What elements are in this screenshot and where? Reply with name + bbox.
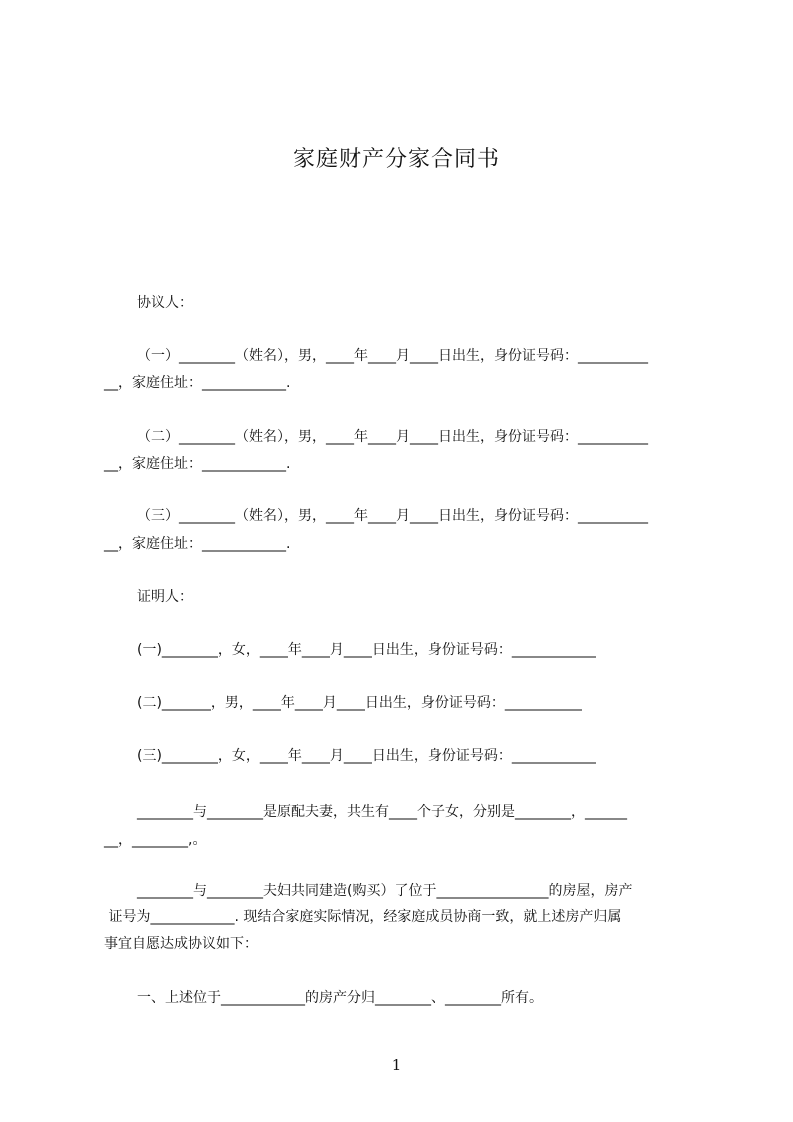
party-2-line-2: __，家庭住址：____________. (104, 456, 291, 472)
page-number: 1 (391, 1056, 402, 1074)
house-paragraph-line-1: ________与________夫妇共同建造(购买）了位于________________的房屋，房产 (137, 883, 633, 899)
party-3-line-1: （三）________（姓名），男，____年____月____日出生，身份证号码：__________ (137, 508, 648, 524)
party-1-line-1: （一）________（姓名），男，____年____月____日出生，身份证号码：__________ (137, 348, 648, 364)
witness-2: (二)_______，男，____年____月____日出生，身份证号码：___________ (137, 695, 582, 711)
house-paragraph-line-3: 事宜自愿达成协议如下： (104, 936, 258, 952)
party-3-line-2: __，家庭住址：____________. (104, 536, 291, 552)
party-2-line-1: （二）________（姓名），男，____年____月____日出生，身份证号码：__________ (137, 429, 648, 445)
document-title: 家庭财产分家合同书 (292, 147, 500, 172)
party-1-line-2: __，家庭住址：____________. (104, 375, 291, 391)
witnesses-heading: 证明人： (137, 589, 193, 605)
marriage-paragraph-line-2: __，________,。 (104, 832, 207, 848)
witness-3: (三)________，女，____年____月____日出生，身份证号码：____________ (137, 748, 596, 764)
marriage-paragraph-line-1: ________与________是原配夫妻，共生有____个子女，分别是________，______ (137, 804, 627, 820)
parties-heading: 协议人： (137, 295, 193, 311)
house-paragraph-line-2: 证号为____________. 现结合家庭实际情况，经家庭成员协商一致，就上述房产归属 (104, 909, 622, 925)
clause-1: 一、上述位于____________的房产分归________、________所有。 (137, 990, 543, 1006)
witness-1: (一)________，女，____年____月____日出生，身份证号码：____________ (137, 642, 596, 658)
